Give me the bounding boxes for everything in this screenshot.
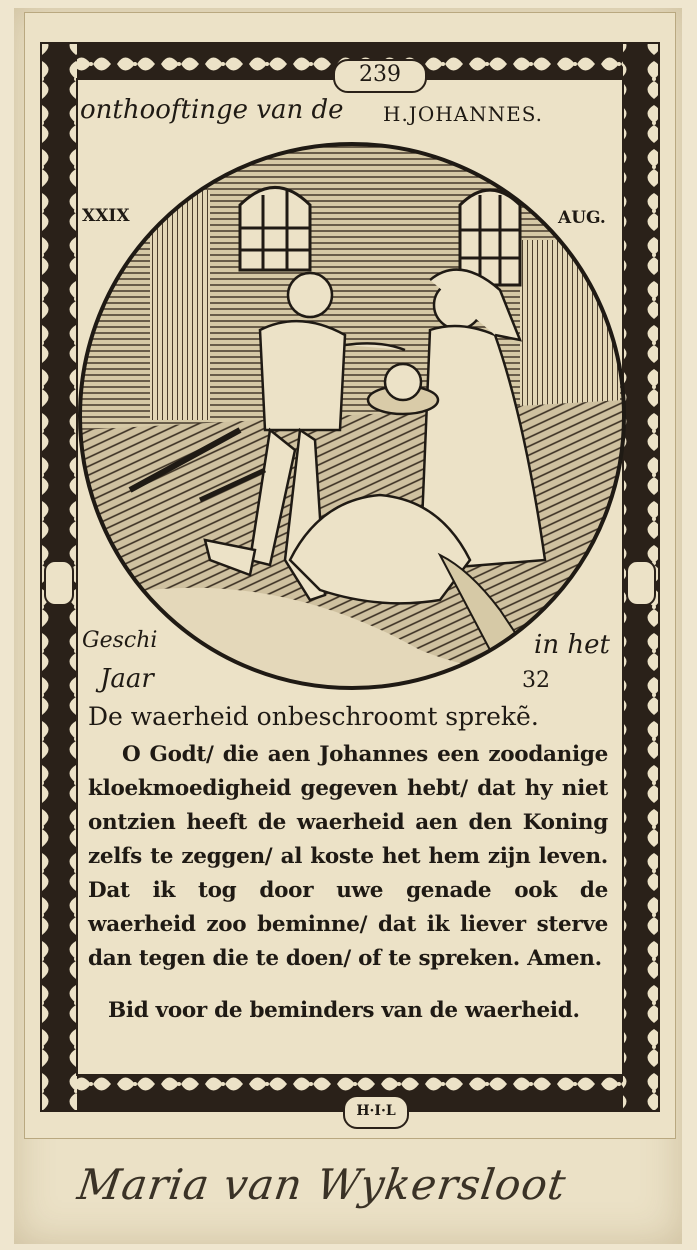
month-label: AUG. xyxy=(558,208,606,228)
prayer-paragraph: O Godt/ die aen Johannes een zoodanige kloekmoedigheid gegeven hebt/ dat hy niet ontzien heeft de waerheid aen den Koning zelfs te zeggen/ al koste het hem zijn leven. Dat ik tog door uwe genade ook de waerheid zoo beminne/ dat ik liever sterve dan tegen die te doen/ of te spreken. Amen. xyxy=(88,742,608,971)
caption-year-word: Jaar xyxy=(100,664,154,694)
handwritten-signature: Maria van Wykersloot xyxy=(74,1160,570,1209)
bottom-medallion: H·I·L xyxy=(343,1095,409,1129)
header-saint-name: H.JOHANNES. xyxy=(383,102,544,126)
header-script: onthooftinge van de xyxy=(80,95,344,125)
caption-right: in het xyxy=(534,630,610,660)
caption-left: Geschi xyxy=(82,628,158,653)
closing-line: Bid voor de beminders van de waerheid. xyxy=(108,998,580,1023)
day-label: XXIX xyxy=(82,206,130,226)
motto-line: De waerheid onbeschroomt sprekẽ. xyxy=(88,702,539,731)
prayer-text xyxy=(88,738,608,976)
page-number: 239 xyxy=(333,59,427,93)
caption-year: 32 xyxy=(522,668,550,693)
